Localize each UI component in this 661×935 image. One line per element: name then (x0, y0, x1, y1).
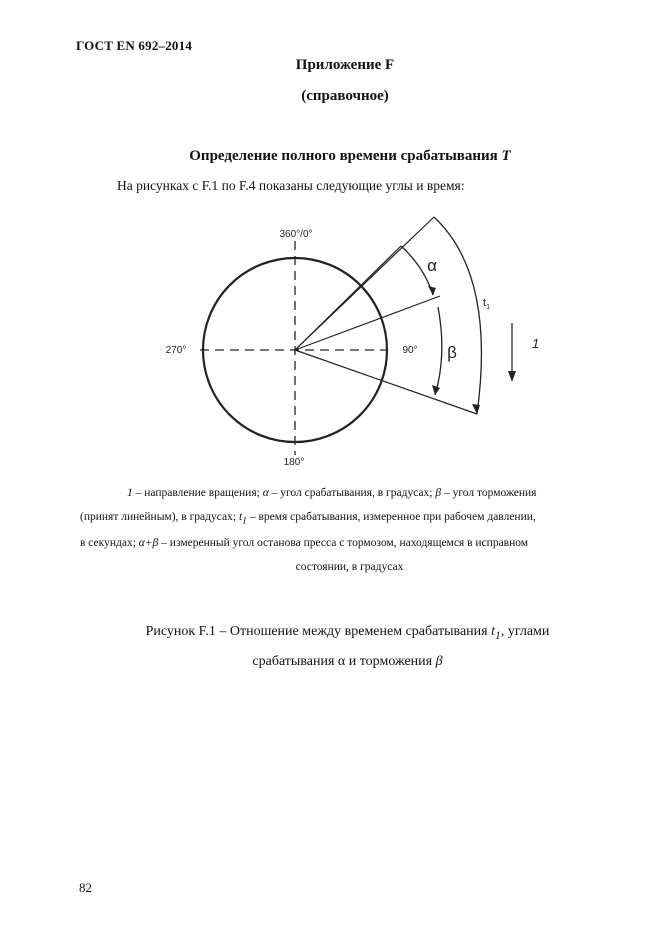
legend-beta: β (435, 487, 442, 499)
legend-line-2 (80, 506, 615, 533)
legend-t1-text: – время срабатывания, измеренное при рабочем давлении, (246, 510, 536, 523)
caption-line-1 (80, 619, 615, 649)
ray-braking-start (295, 296, 440, 350)
section-title (0, 148, 661, 165)
annex-subtitle: (справочное) (301, 88, 389, 104)
t1-base: t (483, 297, 487, 309)
t1-symbol (483, 297, 490, 311)
legend-line-4: состоянии, в градусах (295, 560, 404, 573)
figure-diagram (150, 205, 570, 475)
legend-t: t (238, 510, 243, 523)
legend-linear-text: (принят линейным), в градусах; (80, 510, 239, 523)
direction-label: 1 (532, 336, 540, 351)
label-right: 90° (402, 345, 418, 356)
figure-legend (80, 482, 615, 579)
annex-title: Приложение F (295, 57, 395, 73)
legend-seconds-text: в секундах; (80, 537, 139, 550)
legend-beta-text: – угол торможения (441, 487, 537, 499)
label-bottom: 180° (283, 457, 305, 468)
page-number: 82 (79, 880, 92, 895)
legend-line-3 (80, 532, 615, 556)
label-top: 360°/0° (279, 229, 313, 240)
legend-stop-angle-text: – измеренный угол останова пресса с тормозом, находящемся в исправном (158, 537, 529, 550)
t1-arc (434, 217, 481, 414)
caption-t-subscript: 1 (494, 628, 501, 642)
caption-text-4: и торможения (345, 653, 436, 669)
caption-t: t (491, 624, 495, 639)
intro-paragraph: На рисунках с F.1 по F.4 показаны следующие углы и время: (117, 178, 465, 193)
caption-text-3: срабатывания (252, 653, 338, 669)
section-title-variable: T (501, 148, 511, 164)
caption-text-2: , углами (500, 624, 550, 639)
legend-t-subscript: 1 (242, 514, 247, 526)
caption-line-2 (80, 649, 615, 675)
legend-line-1 (80, 482, 615, 506)
label-left: 270° (165, 345, 187, 356)
standard-code: ГОСТ EN 692–2014 (76, 38, 193, 53)
t1-subscript: 1 (486, 304, 490, 311)
legend-alpha-beta: α+β (138, 537, 159, 550)
beta-arc (435, 307, 442, 395)
beta-symbol: β (447, 343, 457, 362)
figure-caption (80, 619, 615, 675)
direction-arrowhead (508, 371, 516, 382)
caption-beta: β (435, 653, 443, 669)
legend-alpha: α (262, 487, 269, 499)
section-title-text: Определение полного времени срабатывания (189, 148, 502, 164)
legend-direction-text: – направление вращения; (132, 487, 263, 499)
caption-text-1: Рисунок F.1 – Отношение между временем срабатывания (145, 624, 492, 639)
alpha-symbol: α (427, 256, 437, 275)
legend-alpha-text: – угол срабатывания, в градусах; (268, 487, 436, 499)
beta-arrowhead (432, 385, 440, 395)
legend-direction-number: 1 (127, 487, 133, 499)
caption-alpha: α (337, 653, 346, 669)
